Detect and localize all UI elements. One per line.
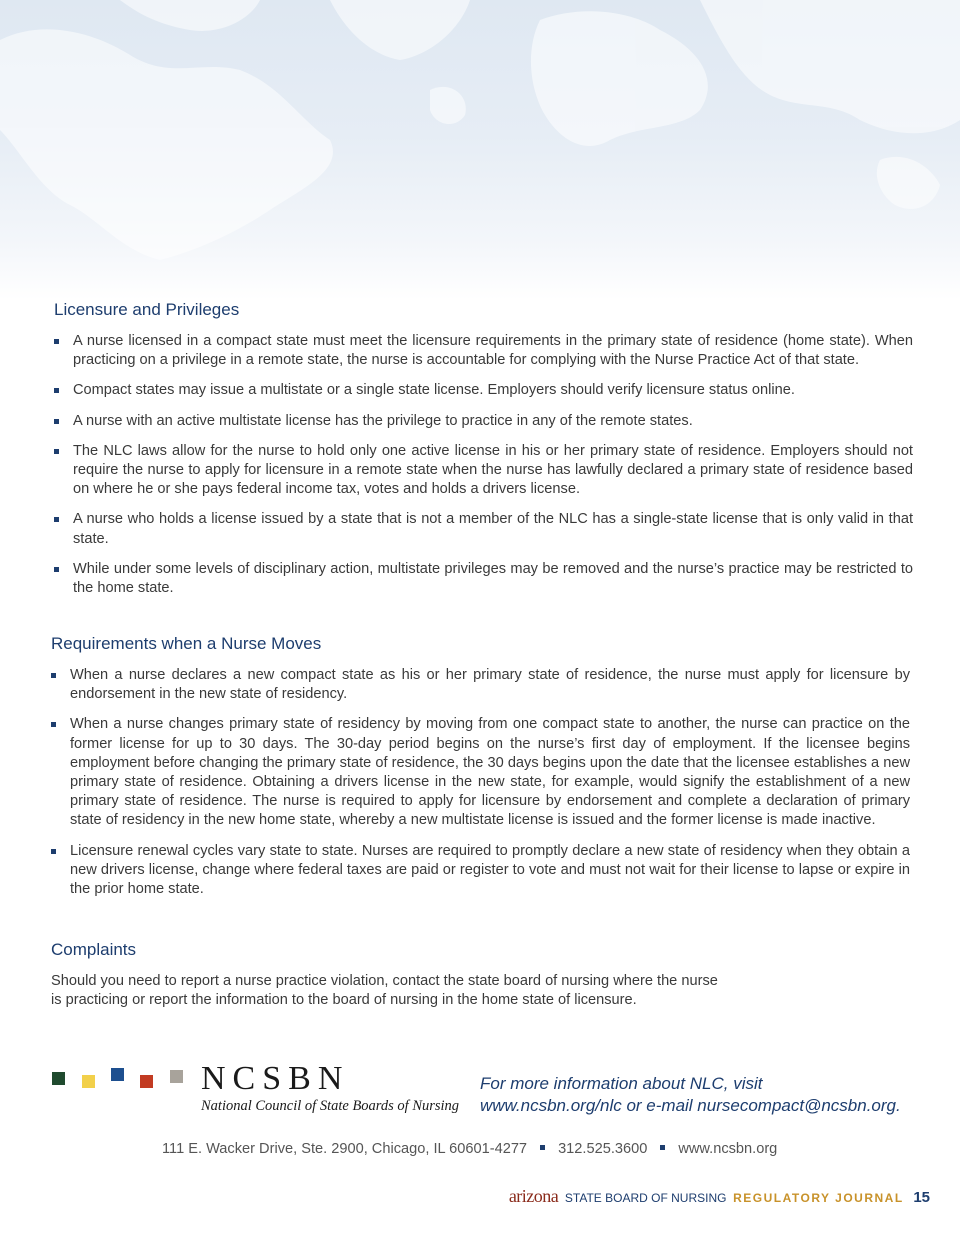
list-item: When a nurse declares a new compact state as his or her primary state of residence, the nurse must apply for licensure by endorsement in the new state of residency.	[70, 666, 910, 704]
page-footer	[509, 1186, 930, 1207]
nlc-info-line: For more information about NLC, visit	[480, 1074, 763, 1093]
list-item: The NLC laws allow for the nurse to hold only one active license in his or her primary state of residence. Employers should not require the nurse to apply for licensure in a remote state when the nurse has lawfully declared a primary state of residence based on where he or she pays federal income tax, votes and holds a drivers license.	[73, 442, 913, 500]
separator-square-icon	[660, 1145, 665, 1150]
bullet-square-icon	[54, 449, 59, 454]
complaints-line: Should you need to report a nurse practice violation, contact the state board of nursing where the nurse	[51, 973, 718, 989]
page-number: 15	[913, 1189, 930, 1206]
street-address: 111 E. Wacker Drive, Ste. 2900, Chicago, IL 60601-4277	[162, 1141, 528, 1157]
bullet-square-icon	[54, 567, 59, 572]
address-line	[162, 1141, 777, 1157]
complaints-line: is practicing or report the information to the board of nursing in the home state of licensure.	[51, 992, 637, 1009]
licensure-list	[73, 332, 913, 609]
world-map-graphic	[0, 0, 960, 300]
bullet-square-icon	[54, 517, 59, 522]
nlc-info	[480, 1073, 901, 1117]
list-item: While under some levels of disciplinary action, multistate privileges may be removed and the nurse’s practice may be restricted to the home state.	[73, 560, 913, 598]
bullet-square-icon	[51, 673, 56, 678]
separator-square-icon	[540, 1145, 545, 1150]
nlc-info-link[interactable]: www.ncsbn.org/nlc or e-mail nursecompact@ncsbn.org.	[480, 1096, 901, 1115]
complaints-paragraph	[51, 972, 718, 1010]
logo-square-gray	[170, 1070, 183, 1083]
bullet-square-icon	[54, 339, 59, 344]
logo-square-blue	[111, 1068, 124, 1081]
arizona-brand: arizona	[508, 1186, 559, 1206]
section-heading-licensure: Licensure and Privileges	[54, 300, 240, 319]
list-item: A nurse who holds a license issued by a state that is not a member of the NLC has a single-state license that is only valid in that state.	[73, 510, 913, 548]
phone-number: 312.525.3600	[558, 1141, 648, 1157]
nurse-moves-list	[70, 666, 910, 910]
bullet-square-icon	[51, 849, 56, 854]
board-name: STATE BOARD OF NURSING	[564, 1191, 727, 1205]
list-item: A nurse licensed in a compact state must meet the licensure requirements in the primary state of residence (home state). When practicing on a privilege in a remote state, the nurse is accountable for complying with the Nurse Practice Act of that state.	[73, 332, 913, 370]
website-link[interactable]: www.ncsbn.org	[678, 1141, 778, 1157]
bullet-square-icon	[54, 388, 59, 393]
list-item: Licensure renewal cycles vary state to state. Nurses are required to promptly declare a new state of residency when they obtain a new drivers license, change where federal taxes are paid or register to vote and must not wait for their license to lapse or expire in the prior home state.	[70, 842, 910, 900]
journal-name: REGULATORY JOURNAL	[733, 1191, 904, 1205]
bullet-square-icon	[51, 722, 56, 727]
ncsbn-full-name: National Council of State Boards of Nursing	[201, 1098, 460, 1114]
bullet-square-icon	[54, 419, 59, 424]
logo-square-yellow	[82, 1075, 95, 1088]
section-heading-complaints: Complaints	[51, 940, 137, 959]
section-heading-nurse-moves: Requirements when a Nurse Moves	[51, 634, 322, 653]
list-item: A nurse with an active multistate license has the privilege to practice in any of the remote states.	[73, 412, 913, 431]
ncsbn-logo-text: NCSBN	[201, 1060, 350, 1097]
world-map-background	[0, 0, 960, 300]
list-item: When a nurse changes primary state of residency by moving from one compact state to another, the nurse can practice on the former license for up to 30 days. The 30-day period begins on the nurse’s first day of employment. If the licensee begins employment before changing the primary state of residence, the 30 days begins upon the date that the licensee establishes a new primary state of residence. Obtaining a drivers license in the new state, for example, would signify the establishment of a new primary state of residence. The nurse is required to apply for licensure by endorsement and complete a declaration of primary state of residency in the new home state, whereby a new multistate license is issued and the former license is made inactive.	[70, 715, 910, 830]
list-item: Compact states may issue a multistate or a single state license. Employers should verify licensure status online.	[73, 381, 913, 400]
logo-square-red	[140, 1075, 153, 1088]
logo-square-green	[52, 1072, 65, 1085]
